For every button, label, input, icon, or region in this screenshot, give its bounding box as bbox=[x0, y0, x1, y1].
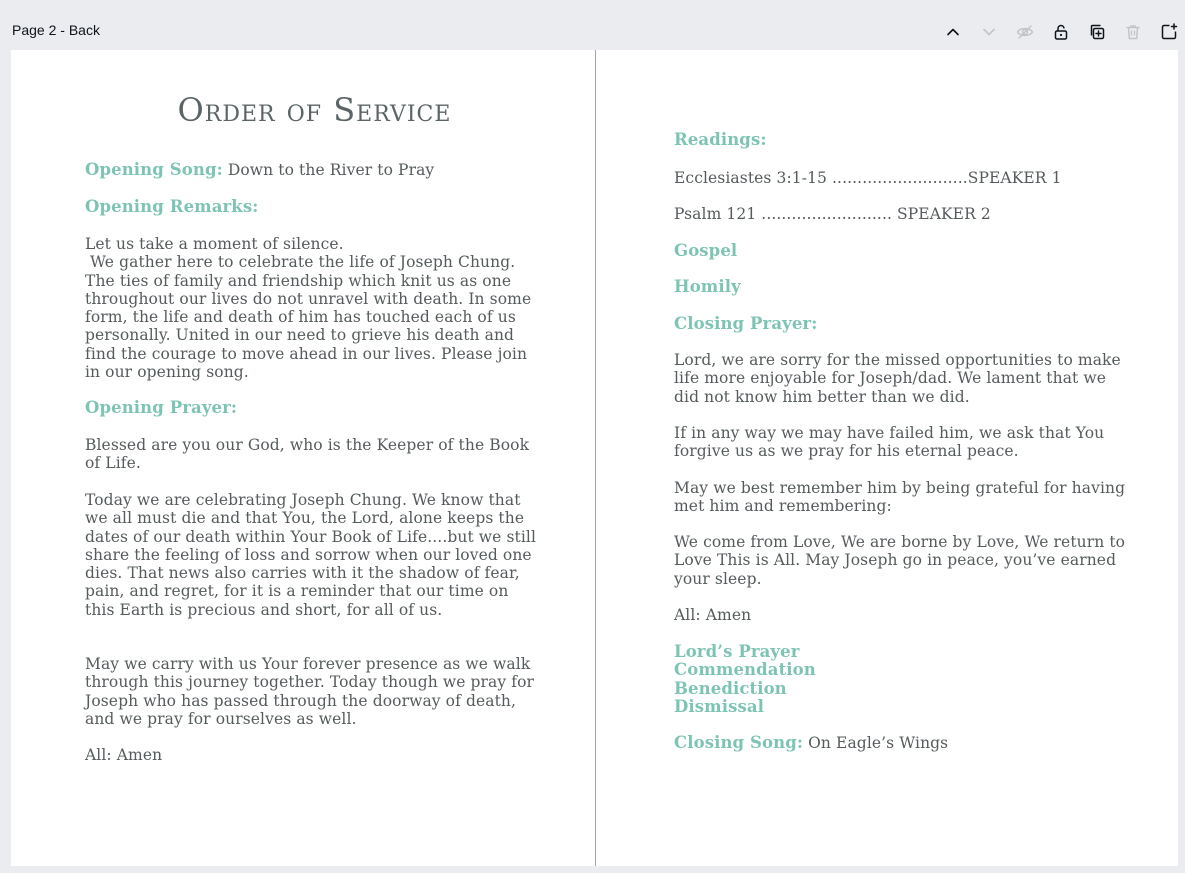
delete-page-button[interactable] bbox=[1121, 20, 1145, 44]
order-of-service-title[interactable]: Order of Service bbox=[177, 91, 452, 129]
move-page-down-button[interactable] bbox=[977, 20, 1001, 44]
add-page-icon bbox=[1160, 23, 1178, 41]
move-page-up-button[interactable] bbox=[941, 20, 965, 44]
closing-song-value: On Eagle’s Wings bbox=[803, 734, 949, 752]
opening-prayer-paragraph-2[interactable]: Today we are celebrating Joseph Chung. We know that we all must die and that You, the Lord, alone keeps the dates of our death within Your Book of Life....but we still share the feeling of loss and sorrow when our loved one dies. That news also carries with it the shadow of fear, pain, and regret, for it is a reminder that our time on this Earth is precious and short, for all of us. bbox=[85, 491, 542, 619]
closing-song-label: Closing Song: bbox=[674, 733, 804, 752]
chevron-down-icon bbox=[980, 23, 998, 41]
fold-divider bbox=[595, 50, 596, 866]
closing-song-line[interactable] bbox=[674, 734, 1134, 752]
closing-prayer-paragraph-2[interactable]: If in any way we may have failed him, we ask that You forgive us as we pray for his eternal peace. bbox=[674, 424, 1110, 461]
hide-page-button[interactable] bbox=[1013, 20, 1037, 44]
page-title-label[interactable]: Page 2 - Back bbox=[12, 22, 100, 38]
duplicate-page-button[interactable] bbox=[1085, 20, 1109, 44]
dismissal-item: Dismissal bbox=[674, 696, 765, 716]
homily-heading[interactable]: Homily bbox=[674, 277, 741, 296]
opening-song-label: Opening Song: bbox=[85, 160, 223, 179]
lords-prayer-item: Lord’s Prayer bbox=[674, 642, 800, 661]
benediction-item: Benediction bbox=[674, 678, 787, 698]
opening-remarks-heading[interactable]: Opening Remarks: bbox=[85, 197, 259, 216]
chevron-up-icon bbox=[944, 23, 962, 41]
closing-prayer-paragraph-1[interactable]: Lord, we are sorry for the missed opportunities to make life more enjoyable for Joseph/dad. We lament that we did not know him better than we did. bbox=[674, 351, 1126, 406]
closing-prayer-paragraph-4[interactable]: We come from Love, We are borne by Love, We return to Love This is All. May Joseph go in peace, you’ve earned your sleep. bbox=[674, 533, 1131, 588]
left-amen[interactable]: All: Amen bbox=[85, 746, 163, 764]
reading-1[interactable]: Ecclesiastes 3:1-15 ...........................SPEAKER 1 bbox=[674, 169, 1062, 187]
opening-prayer-paragraph-1[interactable]: Blessed are you our God, who is the Keeper of the Book of Life. bbox=[85, 436, 535, 473]
opening-song-line[interactable] bbox=[85, 161, 540, 179]
lock-page-button[interactable] bbox=[1049, 20, 1073, 44]
readings-heading[interactable]: Readings: bbox=[674, 130, 767, 149]
opening-prayer-paragraph-3[interactable]: May we carry with us Your forever presence as we walk through this journey together. Today though we pray for Joseph who has passed through the doorway of death, and we pray for ourselves as well. bbox=[85, 655, 540, 728]
add-page-button[interactable] bbox=[1157, 20, 1181, 44]
page-header-bar bbox=[0, 0, 1185, 50]
reading-2[interactable]: Psalm 121 .......................... SPEAKER 2 bbox=[674, 205, 991, 223]
eye-off-icon bbox=[1016, 23, 1034, 41]
closing-prayer-paragraph-3[interactable]: May we best remember him by being grateful for having met him and remembering: bbox=[674, 479, 1131, 516]
page-toolbar bbox=[929, 20, 1181, 44]
opening-prayer-heading[interactable]: Opening Prayer: bbox=[85, 398, 238, 417]
commendation-item: Commendation bbox=[674, 660, 816, 680]
closing-rites-list[interactable] bbox=[674, 643, 1134, 716]
duplicate-icon bbox=[1088, 23, 1106, 41]
trash-icon bbox=[1124, 23, 1142, 41]
right-amen[interactable]: All: Amen bbox=[674, 606, 752, 624]
opening-song-value: Down to the River to Pray bbox=[222, 161, 435, 179]
lock-icon bbox=[1052, 23, 1070, 41]
design-page-canvas[interactable] bbox=[11, 50, 1178, 866]
opening-remarks-text[interactable]: Let us take a moment of silence. We gather here to celebrate the life of Joseph Chung. The ties of family and friendship which knit us as one throughout our lives do not unravel with death. In some form, the life and death of him has touched each of us personally. United in our need to grieve his death and find the courage to move ahead in our lives. Please join in our opening song. bbox=[85, 235, 532, 382]
gospel-heading[interactable]: Gospel bbox=[674, 241, 738, 260]
closing-prayer-heading[interactable]: Closing Prayer: bbox=[674, 314, 818, 333]
